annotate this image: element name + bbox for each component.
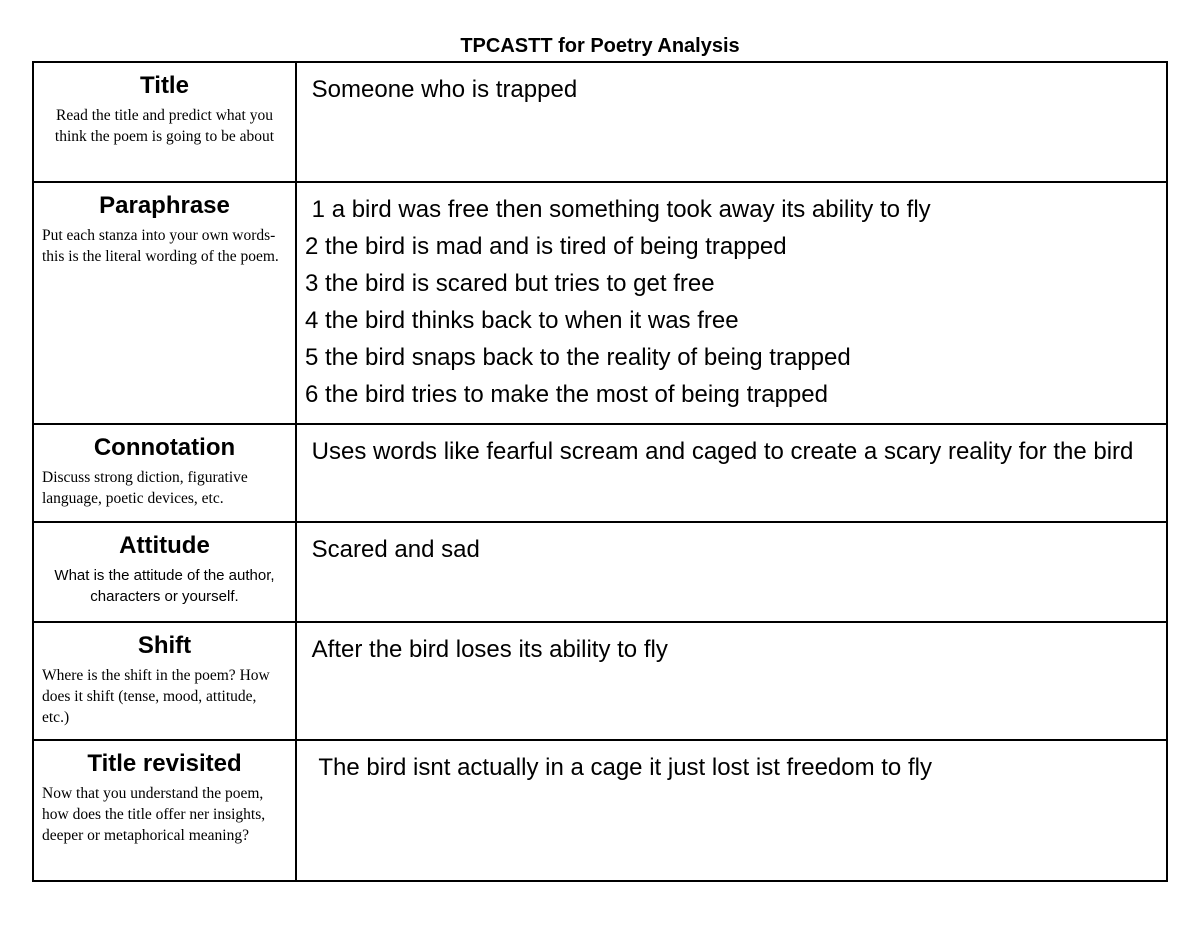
- table-row: [33, 182, 1167, 424]
- row-answer-cell[interactable]: [296, 62, 1167, 182]
- table-row: [33, 522, 1167, 622]
- answer-line: Uses words like fearful scream and caged to create a scary reality for the bird: [305, 438, 1134, 465]
- answer-line: Scared and sad: [305, 536, 480, 563]
- row-heading-connotation: Connotation: [93, 434, 236, 461]
- table-row: [33, 62, 1167, 182]
- row-label-cell: [33, 622, 296, 740]
- row-answer-cell[interactable]: [296, 740, 1167, 881]
- row-description: Put each stanza into your own words- this is the literal wording of the poem.: [42, 227, 279, 265]
- answer-line: 5 the bird snaps back to the reality of being trapped: [305, 344, 851, 371]
- row-heading-shift: Shift: [137, 632, 192, 659]
- row-description: Now that you understand the poem, how does the title offer ner insights, deeper or metaphorical meaning?: [42, 785, 266, 844]
- answer-line: 6 the bird tries to make the most of being trapped: [305, 381, 828, 408]
- table-row: [33, 622, 1167, 740]
- row-heading-title-revisited: Title revisited: [87, 750, 242, 777]
- row-description: Read the title and predict what you think the poem is going to be about: [54, 107, 275, 145]
- document-title: TPCASTT for Poetry Analysis: [460, 35, 740, 57]
- row-label-cell: [33, 740, 296, 881]
- row-answer-cell[interactable]: [296, 622, 1167, 740]
- row-answer-cell[interactable]: [296, 522, 1167, 622]
- answer-line: Someone who is trapped: [305, 76, 578, 103]
- row-heading-paraphrase: Paraphrase: [99, 192, 230, 219]
- answer-line: 1 a bird was free then something took away its ability to fly: [305, 196, 931, 223]
- answer-line: 3 the bird is scared but tries to get free: [305, 270, 715, 297]
- row-description: What is the attitude of the author, characters or yourself.: [54, 567, 275, 605]
- tpcastt-table: [32, 61, 1168, 882]
- row-answer-cell[interactable]: [296, 424, 1167, 522]
- answer-line: 4 the bird thinks back to when it was free: [305, 307, 739, 334]
- row-label-cell: [33, 424, 296, 522]
- answer-line: 2 the bird is mad and is tired of being trapped: [305, 233, 787, 260]
- answer-line: The bird isnt actually in a cage it just lost ist freedom to fly: [305, 754, 932, 781]
- row-heading-attitude: Attitude: [119, 532, 210, 559]
- row-description: Discuss strong diction, figurative language, poetic devices, etc.: [42, 469, 248, 507]
- table-row: [33, 740, 1167, 881]
- row-label-cell: [33, 62, 296, 182]
- table-row: [33, 424, 1167, 522]
- row-answer-cell[interactable]: [296, 182, 1167, 424]
- row-label-cell: [33, 522, 296, 622]
- row-description: Where is the shift in the poem? How does it shift (tense, mood, attitude, etc.): [42, 667, 270, 726]
- row-heading-title: Title: [140, 72, 189, 99]
- row-label-cell: [33, 182, 296, 424]
- answer-line: After the bird loses its ability to fly: [305, 636, 668, 663]
